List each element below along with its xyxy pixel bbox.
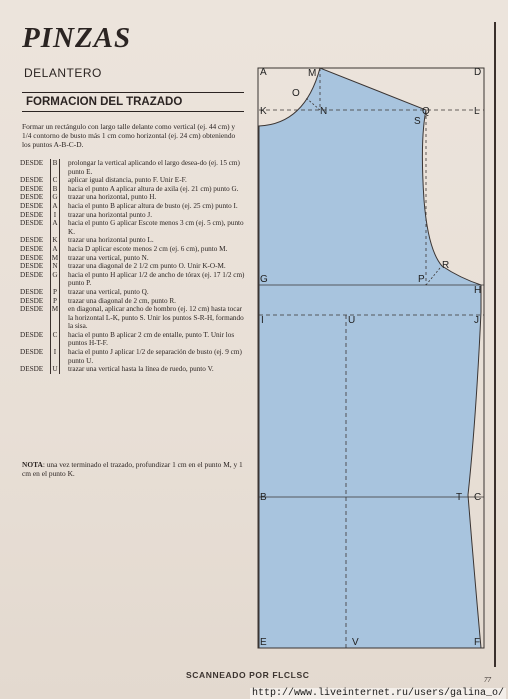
step-letter: M <box>51 253 59 262</box>
step-letter: A <box>51 219 60 236</box>
step-text: trazar una horizontal, punto H. <box>68 193 157 202</box>
point-V: V <box>352 637 359 648</box>
step-letter: A <box>52 244 58 253</box>
step-text: en diagonal, aplicar ancho de hombro (ej. 12 cm) hasta tocar la horizontal L-K, punto S. Unir los puntos S-R-H, formando la sisa. <box>68 305 244 331</box>
step-keyword: DESDE <box>20 176 44 185</box>
step-letter: I <box>51 211 60 220</box>
step-text: hacia D aplicar escote menos 2 cm (ej. 6 cm), punto M. <box>68 244 228 253</box>
step-letter: M <box>51 305 60 331</box>
page-title: PINZAS <box>22 22 132 54</box>
step-text: trazar una vertical hasta la línea de ruedo, punto V. <box>68 365 214 374</box>
step-text: trazar una diagonal de 2 1/2 cm punto O. Unir K-O-M. <box>68 262 226 271</box>
page-number: 77 <box>484 676 491 684</box>
step-row <box>20 185 246 194</box>
section-heading: FORMACION DEL TRAZADO <box>22 92 244 112</box>
step-letter: P <box>51 297 60 306</box>
point-K: K <box>260 106 267 117</box>
scan-credit: SCANNEADO POR FLCLSC <box>186 670 310 680</box>
step-keyword: DESDE <box>20 210 44 219</box>
point-E: E <box>260 637 267 648</box>
step-text: trazar una vertical, punto N. <box>68 253 149 262</box>
step-keyword: DESDE <box>20 348 44 357</box>
point-M: M <box>308 68 317 79</box>
point-U: U <box>348 315 356 326</box>
step-letter: I <box>51 348 60 365</box>
note-label: NOTA <box>22 460 43 469</box>
step-keyword: DESDE <box>20 305 44 314</box>
note-text: : una vez terminado el trazado, profundizar 1 cm en el punto M, y 1 cm en el punto K. <box>22 460 243 478</box>
step-row <box>20 159 246 176</box>
step-letter: G <box>52 193 58 202</box>
step-letter: G <box>51 271 60 288</box>
step-text: hacia el punto J aplicar 1/2 de separación de busto (ej. 9 cm) punto U. <box>68 348 242 365</box>
step-row <box>20 288 246 297</box>
step-letter: B <box>51 185 60 194</box>
step-text: hacia el punto H aplicar 1/2 de ancho de tórax (ej. 17 1/2 cm) punto P. <box>68 270 245 288</box>
step-letter: B <box>51 159 60 176</box>
step-letter: K <box>52 236 58 245</box>
step-letter: C <box>51 331 60 348</box>
step-text: trazar una diagonal de 2 cm, punto R. <box>68 296 176 305</box>
step-row <box>20 305 246 331</box>
step-row <box>20 176 246 185</box>
point-J: J <box>474 315 479 326</box>
step-row <box>20 262 246 271</box>
step-keyword: DESDE <box>20 201 44 210</box>
step-keyword: DESDE <box>20 184 44 193</box>
note-paragraph <box>22 460 244 478</box>
point-G: G <box>260 274 268 285</box>
step-keyword: DESDE <box>20 287 44 296</box>
point-O: O <box>292 88 300 99</box>
step-text: trazar una vertical, punto Q. <box>68 287 149 296</box>
step-letter: C <box>51 176 60 185</box>
point-F: F <box>474 637 481 648</box>
steps-table <box>20 159 246 374</box>
step-row <box>20 202 246 211</box>
step-row <box>20 219 246 236</box>
step-text: hacia el punto B aplicar altura de busto (ej. 25 cm) punto I. <box>68 201 238 210</box>
intro-paragraph: Formar un rectángulo con largo talle delante como vertical (ej. 44 cm) y 1/4 contorno de busto más 1 cm como horizontal (ej. 24 cm) obteniendo los puntos A-B-C-D. <box>22 122 236 149</box>
step-keyword: DESDE <box>20 159 44 167</box>
step-text: trazar una horizontal punto J. <box>68 210 153 219</box>
point-B: B <box>260 492 267 503</box>
step-row <box>20 348 246 365</box>
step-keyword: DESDE <box>20 219 44 228</box>
step-keyword: DESDE <box>20 262 44 271</box>
step-keyword: DESDE <box>20 244 44 253</box>
step-row <box>20 331 246 348</box>
step-keyword: DESDE <box>20 253 44 262</box>
point-Q: Q <box>422 106 430 117</box>
step-text: trazar una horizontal punto L. <box>68 236 154 245</box>
step-text: aplicar igual distancia, punto F. Unir E-F. <box>68 176 187 185</box>
point-H: H <box>474 285 482 296</box>
step-text: prolongar la vertical aplicando el largo desea-do (ej. 15 cm) punto E. <box>68 159 240 176</box>
step-keyword: DESDE <box>20 193 44 202</box>
step-keyword: DESDE <box>20 330 44 339</box>
step-text: hacia el punto B aplicar 2 cm de entalle, punto T. Unir los puntos H-T-F. <box>68 330 235 348</box>
step-row <box>20 254 246 263</box>
step-row <box>20 211 246 220</box>
step-letter: A <box>52 201 58 210</box>
point-R: R <box>442 260 450 271</box>
point-D: D <box>474 67 482 78</box>
point-T: T <box>456 492 463 503</box>
step-row <box>20 245 246 254</box>
step-text: hacia el punto G aplicar Escote menos 3 cm (ej. 5 cm), punto K. <box>68 219 244 236</box>
bodice-shape <box>259 68 481 648</box>
step-keyword: DESDE <box>20 365 44 374</box>
step-letter: P <box>51 288 60 297</box>
step-row <box>20 297 246 306</box>
step-row <box>20 271 246 288</box>
pattern-diagram <box>248 58 496 658</box>
step-row <box>20 365 246 374</box>
step-row <box>20 236 246 245</box>
point-A: A <box>260 67 267 78</box>
page-subtitle: DELANTERO <box>24 66 102 80</box>
step-letter: N <box>52 262 58 271</box>
point-C: C <box>474 492 482 503</box>
point-N: N <box>320 106 328 117</box>
source-url[interactable]: http://www.liveinternet.ru/users/galina_o/ <box>251 688 504 699</box>
point-I: I <box>261 315 264 326</box>
point-P: P <box>418 274 425 285</box>
step-row <box>20 193 246 202</box>
point-L: L <box>474 106 480 117</box>
step-keyword: DESDE <box>20 296 44 305</box>
point-S: S <box>414 116 421 127</box>
step-letter: U <box>52 365 58 374</box>
step-keyword: DESDE <box>20 236 44 245</box>
step-text: hacia el punto A aplicar altura de axila (ej. 21 cm) punto G. <box>68 184 239 193</box>
step-keyword: DESDE <box>20 270 44 279</box>
